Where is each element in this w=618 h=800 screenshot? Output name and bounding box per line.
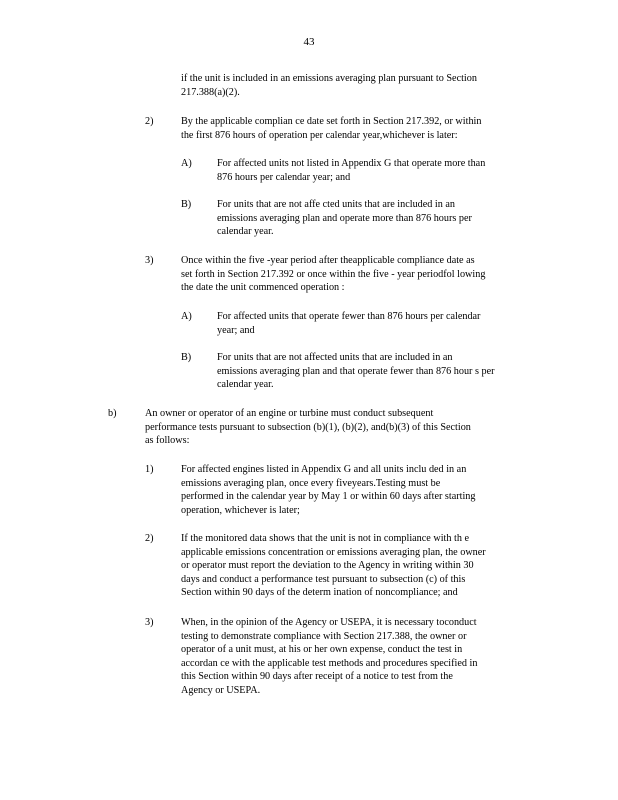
item-text: When, in the opinion of the Agency or USEPA, it is necessary toconduct testing to demonstrate compliance with Section 217.388, the owner or operator of a unit must, at his or her own expense, conduct the test in accordan ce with the applicable test methods and procedures specified in this Section within 90 days after receipt of a notice to test from the Agency or USEPA. [181, 617, 478, 696]
page-number: 43 [303, 36, 315, 48]
item-text: An owner or operator of an engine or turbine must conduct subsequent performance tests pursuant to subsection (b)(1), (b)(2), and(b)(3) of this Section as follows: [145, 408, 471, 447]
item-label: b) [108, 408, 117, 419]
item-text: For affected units that operate fewer than 876 hours per calendar year; and [217, 311, 481, 336]
item-label: 2) [145, 116, 154, 127]
item-label: 2) [145, 533, 154, 544]
item-text: By the applicable complian ce date set forth in Section 217.392, or within the first 876 hours of operation per calendar year,whichever is later: [181, 116, 482, 141]
item-label: 3) [145, 617, 154, 628]
item-label: A) [181, 311, 192, 322]
item-label: A) [181, 158, 192, 169]
item-text: For affected units not listed in Appendix G that operate more than 876 hours per calendar year; and [217, 158, 486, 183]
item-text: For affected engines listed in Appendix G and all units inclu ded in an emissions averaging plan, once every fiveyears.Testing must be performed in the calendar year by May 1 or within 60 days after starting operation, whichever is later; [181, 464, 476, 516]
item-label: B) [181, 199, 192, 210]
item-label: 1) [145, 464, 154, 475]
item-text: For units that are not affected units that are included in an emissions averaging plan and that operate fewer than 876 hour s per calendar year. [217, 352, 495, 391]
item-label: B) [181, 352, 192, 363]
paragraph-text: if the unit is included in an emissions averaging plan pursuant to Section 217.388(a)(2). [181, 73, 477, 98]
item-label: 3) [145, 255, 154, 266]
item-text: If the monitored data shows that the unit is not in compliance with th e applicable emissions concentration or emissions averaging plan, the owner or operator must report the deviation to the Agency in writing within 30 days and conduct a performance test pursuant to subsection (c) of this Section within 90 days of the determ ination of noncompliance; and [181, 533, 486, 599]
item-text: For units that are not affe cted units that are included in an emissions averaging plan and operate more than 876 hours per calendar year. [217, 199, 472, 238]
item-text: Once within the five -year period after theapplicable compliance date as set forth in Section 217.392 or once within the five - year periodfol lowing the date the unit commenced operation : [181, 255, 486, 294]
